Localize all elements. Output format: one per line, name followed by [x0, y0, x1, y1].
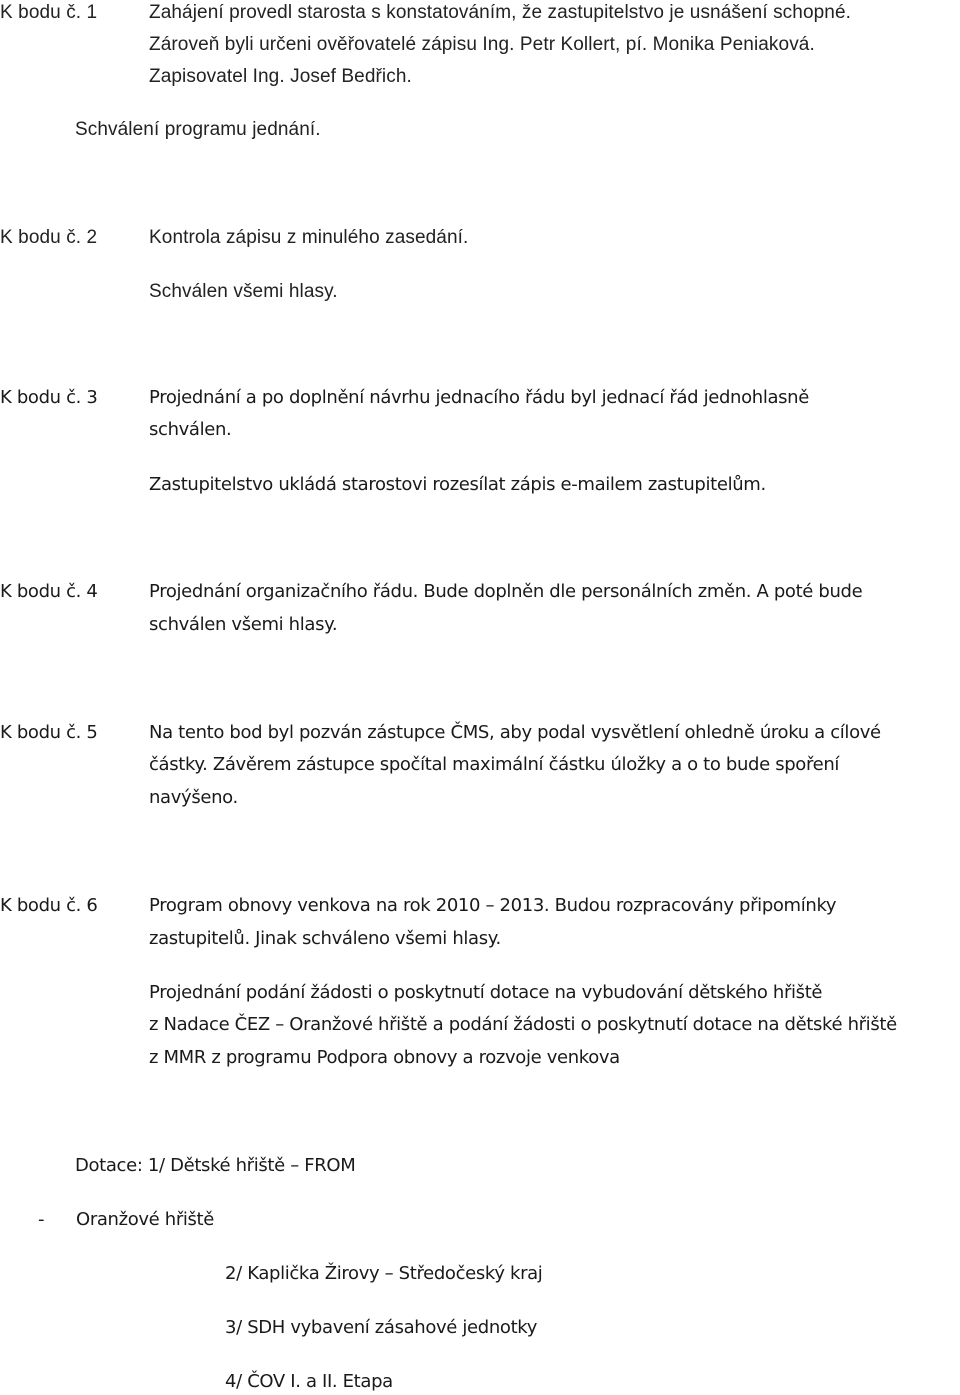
item-text-line: Program obnovy venkova na rok 2010 – 2013. Budou rozpracovány připomínky — [149, 895, 837, 916]
item-text-line: Kontrola zápisu z minulého zasedání. — [149, 227, 469, 248]
item-text-line: schválen. — [149, 419, 232, 440]
dash-bullet: - — [38, 1209, 45, 1230]
dotace-list-item: 4/ ČOV I. a II. Etapa — [225, 1371, 393, 1392]
item-note: Schválení programu jednání. — [75, 119, 321, 140]
item-paragraph-line: z Nadace ČEZ – Oranžové hřiště a podání žádosti o poskytnutí dotace na dětské hřiště — [149, 1014, 897, 1035]
item-label: K bodu č. 4 — [0, 581, 98, 602]
item-label: K bodu č. 3 — [0, 387, 98, 408]
item-text-line: Na tento bod byl pozván zástupce ČMS, aby podal vysvětlení ohledně úroku a cílové — [149, 722, 881, 743]
dotace-list-item: 2/ Kaplička Žirovy – Středočeský kraj — [225, 1263, 543, 1284]
item-text-line: Zapisovatel Ing. Josef Bedřich. — [149, 66, 412, 87]
item-label: K bodu č. 5 — [0, 722, 98, 743]
item-text-line: Projednání a po doplnění návrhu jednacího řádu byl jednací řád jednohlasně — [149, 387, 809, 408]
item-label: K bodu č. 2 — [0, 227, 98, 248]
item-text-line: Zároveň byli určeni ověřovatelé zápisu Ing. Petr Kollert, pí. Monika Peniaková. — [149, 34, 815, 55]
dotace-list-item: 3/ SDH vybavení zásahové jednotky — [225, 1317, 538, 1338]
item-label: K bodu č. 6 — [0, 895, 98, 916]
dotace-heading: Dotace: 1/ Dětské hřiště – FROM — [75, 1155, 356, 1176]
item-text-line: schválen všemi hlasy. — [149, 614, 338, 635]
item-text-line: částky. Závěrem zástupce spočítal maximální částku úložky a o to bude spoření — [149, 754, 840, 775]
item-text-line: Projednání organizačního řádu. Bude doplněn dle personálních změn. A poté bude — [149, 581, 863, 602]
item-text-line: navýšeno. — [149, 787, 238, 808]
item-paragraph-line: Projednání podání žádosti o poskytnutí dotace na vybudování dětského hřiště — [149, 982, 823, 1003]
item-text-line: Zahájení provedl starosta s konstatováním, že zastupitelstvo je usnášení schopné. — [149, 2, 851, 23]
item-paragraph-line: z MMR z programu Podpora obnovy a rozvoje venkova — [149, 1047, 620, 1068]
dotace-dash-item: Oranžové hřiště — [76, 1209, 214, 1230]
item-note: Schválen všemi hlasy. — [149, 281, 338, 302]
item-note: Zastupitelstvo ukládá starostovi rozesílat zápis e-mailem zastupitelům. — [149, 474, 766, 495]
item-text-line: zastupitelů. Jinak schváleno všemi hlasy. — [149, 928, 501, 949]
item-label: K bodu č. 1 — [0, 2, 98, 23]
